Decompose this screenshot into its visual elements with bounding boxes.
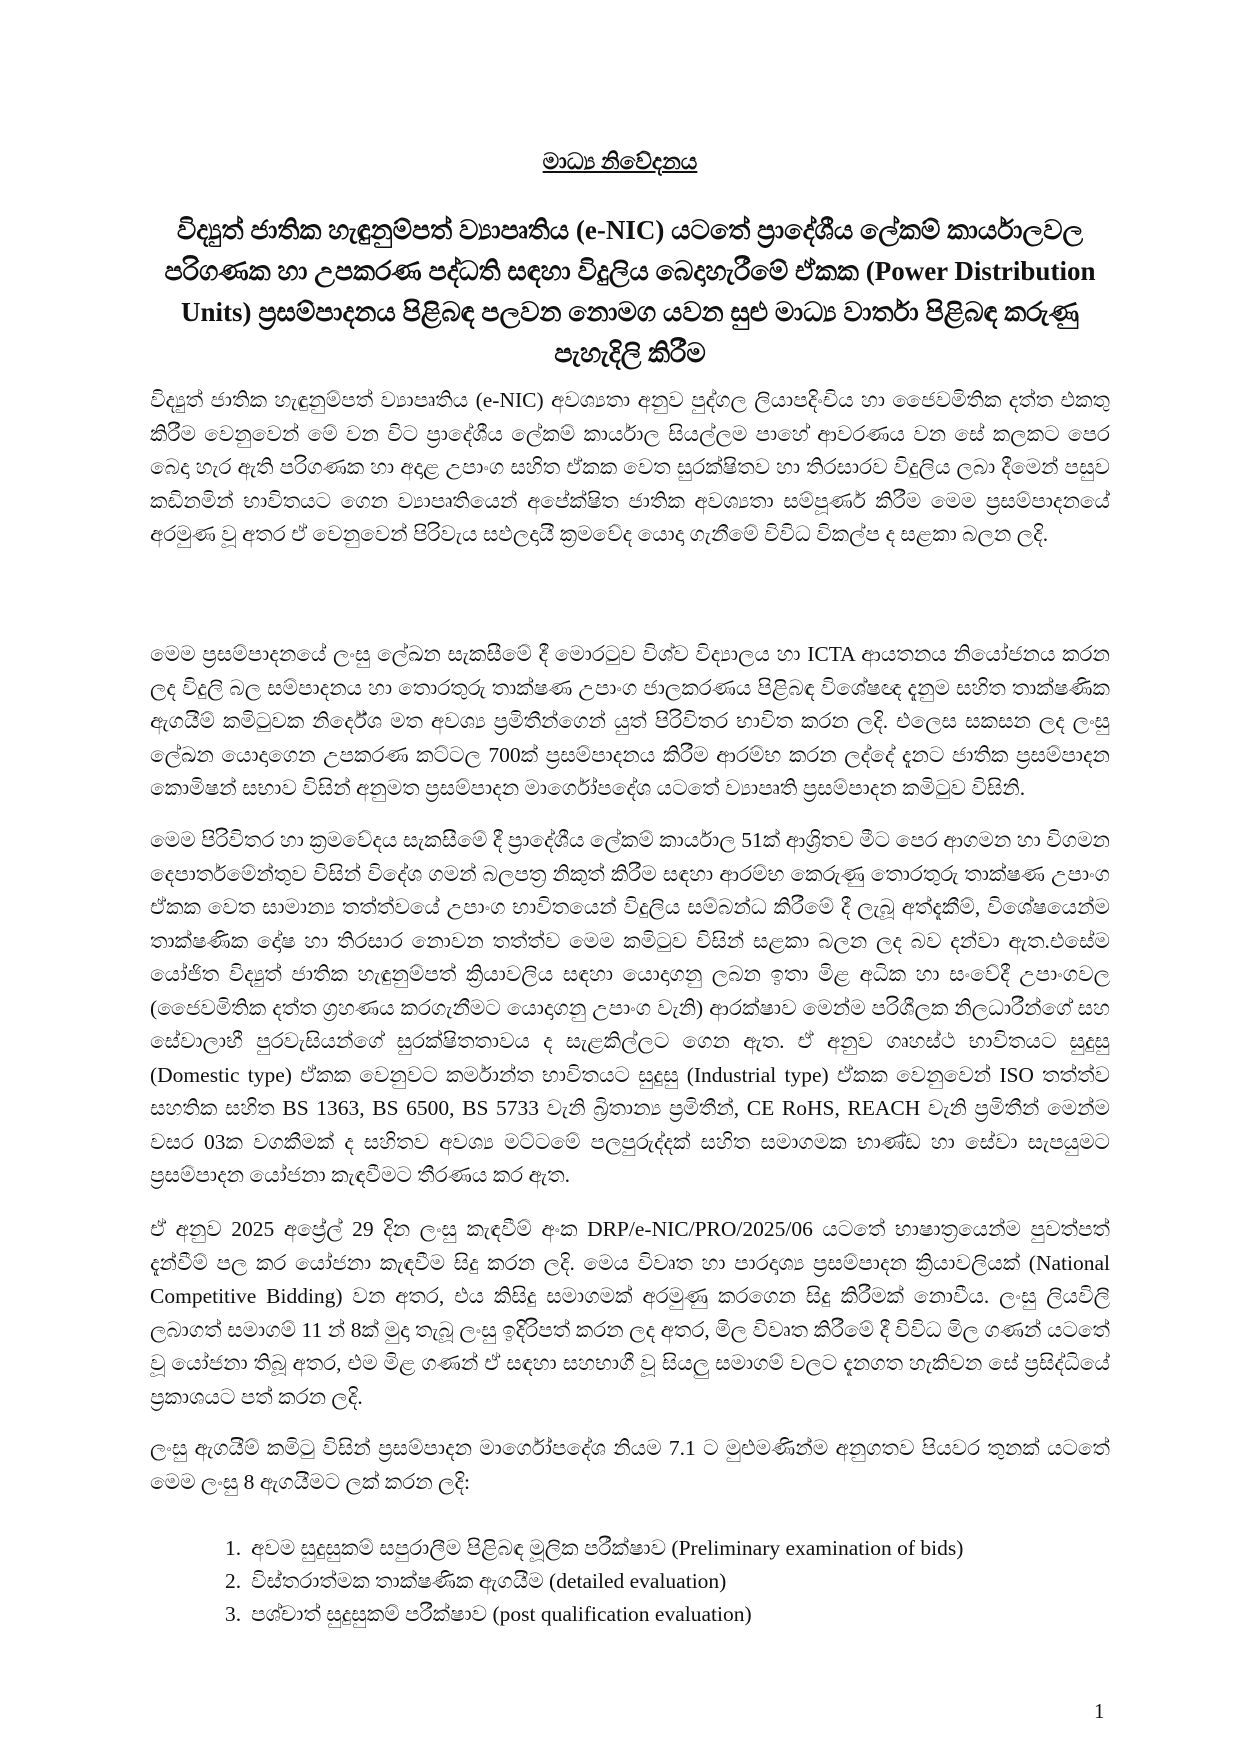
list-item-number: 3.: [225, 1602, 242, 1626]
body-paragraph: විද්‍යුත් ජාතික හැඳුනුම්පත් ව්‍යාපෘතිය (e-NIC) අවශ්‍යතා අනුව පුද්ගල ලියාපදිංචිය හා ජෛවමිතික දත්ත එකතු කිරීම වෙනුවෙන් මේ වන විට ප්‍රාදේශීය ලේකම් කාර්යාල සියල්ලම පාහේ ආවරණය වන සේ කලකට පෙර බෙදා හැර ඇති පරිගණක හා අදාළ උපාංග සහිත ඒකක වෙත සුරක්ෂිතව හා තිරසාරව විදුලිය ලබා දීමෙන් පසුව කඩිනමින් භාවිතයට ගෙන ව්‍යාපෘතියෙන් අපේක්ෂිත ජාතික අවශ්‍යතා සම්පූර්ණ කිරීම මෙම ප්‍රසම්පාදනයේ අරමුණ වූ අතර ඒ වෙනුවෙන් පිරිවැය සඵලදායී ක්‍රමවේද යොදා ගැනීමේ විවිධ විකල්ප ද සළකා බලන ලදි.: [150, 388, 1110, 546]
list-item-text: විස්තරාත්මක තාක්ෂණික ඇගයීම (detailed evaluation): [251, 1569, 727, 1593]
list-item-text: පශ්චාත් සුදුසුකම් පරීක්ෂාව (post qualification evaluation): [251, 1602, 752, 1626]
document-heading: මාධ්‍ය නිවේදනය: [542, 149, 698, 174]
page-number: 1: [1094, 1699, 1105, 1723]
list-item: [225, 1565, 1105, 1598]
list-item-number: 2.: [225, 1569, 242, 1593]
list-item-number: 1.: [225, 1536, 242, 1560]
list-item-text: අවම සුදුසුකම් සපුරාලීම පිළිබඳ මූලික පරීක්ෂාව (Preliminary examination of bids): [251, 1536, 964, 1560]
evaluation-steps-list: [225, 1532, 1105, 1631]
body-paragraph: ලංසු ඇගයීම් කමිටු විසින් ප්‍රසම්පාදන මාර්ගෝපදේශ නියම 7.1 ට මුළුමණින්ම අනුගතව පියවර තුනක් යටතේ මෙම ලංසු 8 ඇගයීමට ලක් කරන ලදි:: [150, 1436, 1110, 1494]
body-paragraph: ඒ අනුව 2025 අප්‍රේල් 29 දින ලංසු කැඳවීම් අංක DRP/e-NIC/PRO/2025/06 යටතේ භාෂාත්‍රයෙන්ම පුවත්පත් දැන්වීම් පල කර යෝජනා කැඳවීම සිදු කරන ලදි. මෙය විවෘත හා පාරදෘශ්‍ය ප්‍රසම්පාදන ක්‍රියාවලියක් (National Competitive Bidding) වන අතර, එය කිසිදු සමාගමක් අරමුණු කරගෙන සිදු කිරීමක් නොවීය. ලංසු ලියවිලි ලබාගත් සමාගම් 11 න් 8ක් මුදා තැබූ ලංසු ඉදිරිපත් කරන ලද අතර, මිල විවෘත කිරීමේ දී විවිධ මිල ගණන් යටතේ වූ යෝජනා තිබූ අතර, එම මිළ ගණන් ඒ සඳහා සහභාගී වූ සියලු සමාගම් වලට දැනගත හැකිවන සේ ප්‍රසිද්ධියේ ප්‍රකාශයට පත් කරන ලදි.: [150, 1217, 1110, 1409]
document-title: විද්‍යුත් ජාතික හැඳුනුම්පත් ව්‍යාපෘතිය (e-NIC) යටතේ ප්‍රාදේශීය ලේකම් කාර්යාලවල පරිගණක හා උපකරණ පද්ධති සඳහා විදුලිය බෙදාහැරීමේ ඒකක (Power Distribution Units) ප්‍රසම්පාදනය පිළිබඳ පලවන නොමග යවන සුළු මාධ්‍ය වාර්තා පිළිබඳ කරුණු පැහැදිලි කිරීම: [164, 215, 1096, 368]
list-item: [225, 1598, 1105, 1631]
list-item: [225, 1532, 1105, 1565]
body-paragraph: මෙම ප්‍රසම්පාදනයේ ලංසු ලේඛන සැකසීමේ දී මොරටුව විශ්ව විද්‍යාලය හා ICTA ආයතනය නියෝජනය කරන ලද විදුලි බල සම්පාදනය හා තොරතුරු තාක්ෂණ උපාංග ජාලකරණය පිළිබඳ විශේෂඥ දැනුම සහිත තාක්ෂණික ඇගයීම් කමිටුවක නිර්දේශ මත අවශ්‍ය ප්‍රමිතීන්ගෙන් යුත් පිරිවිතර භාවිත කරන ලදි. එලෙස සකසන ලද ලංසු ලේඛන යොදාගෙන උපකරණ කට්ටල 700ක් ප්‍රසම්පාදනය කිරීම ආරම්භ කරන ලද්දේ දැනට ජාතික ප්‍රසම්පාදන කොමිෂන් සභාව විසින් අනුමත ප්‍රසම්පාදන මාර්ගෝපදේශ යටතේ ව්‍යාපෘති ප්‍රසම්පාදන කමිටුව විසිනි.: [150, 642, 1110, 800]
body-paragraph: මෙම පිරිවිතර හා ක්‍රමවේදය සැකසීමේ දී ප්‍රාදේශීය ලේකම් කාර්යාල 51ක් ආශ්‍රිතව මීට පෙර ආගමන හා විගමන දෙපාර්තමේන්තුව විසින් විදේශ ගමන් බලපත්‍ර නිකුත් කිරීම සඳහා ආරම්භ කෙරුණු තොරතුරු තාක්ෂණ උපාංග ඒකක වෙත සාමාන්‍ය තත්ත්වයේ උපාංග භාවිතයෙන් විදුලිය සම්බන්ධ කිරීමේ දී ලැබූ අත්දැකීම්, විශේෂයෙන්ම තාක්ෂණික දෝෂ හා තිරසාර නොවන තත්ත්ව මෙම කමිටුව විසින් සළකා බලන ලද බව දන්වා ඇත.එසේම යෝජිත විද්‍යුත් ජාතික හැඳුනුම්පත් ක්‍රියාවලිය සඳහා යොදාගනු ලබන ඉතා මිළ අධික හා සංවේදී උපාංගවල (ජෛවමිතික දත්ත ග්‍රහණය කරගැනීමට යොදාගනු උපාංග වැනි) ආරක්ෂාව මෙන්ම පරිශීලක නිලධාරීන්ගේ සහ සේවාලාභී පුරවැසියන්ගේ සුරක්ෂිතතාවය ද සැළකිල්ලට ගෙන ඇත. ඒ අනුව ගෘහස්ථ භාවිතයට සුදුසු (Domestic type) ඒකක වෙනුවට කර්මාන්ත භාවිතයට සුදුසු (Industrial type) ඒකක වෙනුවෙන් ISO තත්ත්ව සහතික සහිත BS 1363, BS 6500, BS 5733 වැනි බ්‍රිතාන්‍ය ප්‍රමිතීන්, CE RoHS, REACH වැනි ප්‍රමිතීන් මෙන්ම වසර 03ක වගකීමක් ද සහිතව අවශ්‍ය මට්ටමේ පලපුරුද්දක් සහිත සමාගමක භාණ්ඩ හා සේවා සැපයුමට ප්‍රසම්පාදන යෝජනා කැඳවීමට තීරණය කර ඇත.: [150, 828, 1110, 1187]
